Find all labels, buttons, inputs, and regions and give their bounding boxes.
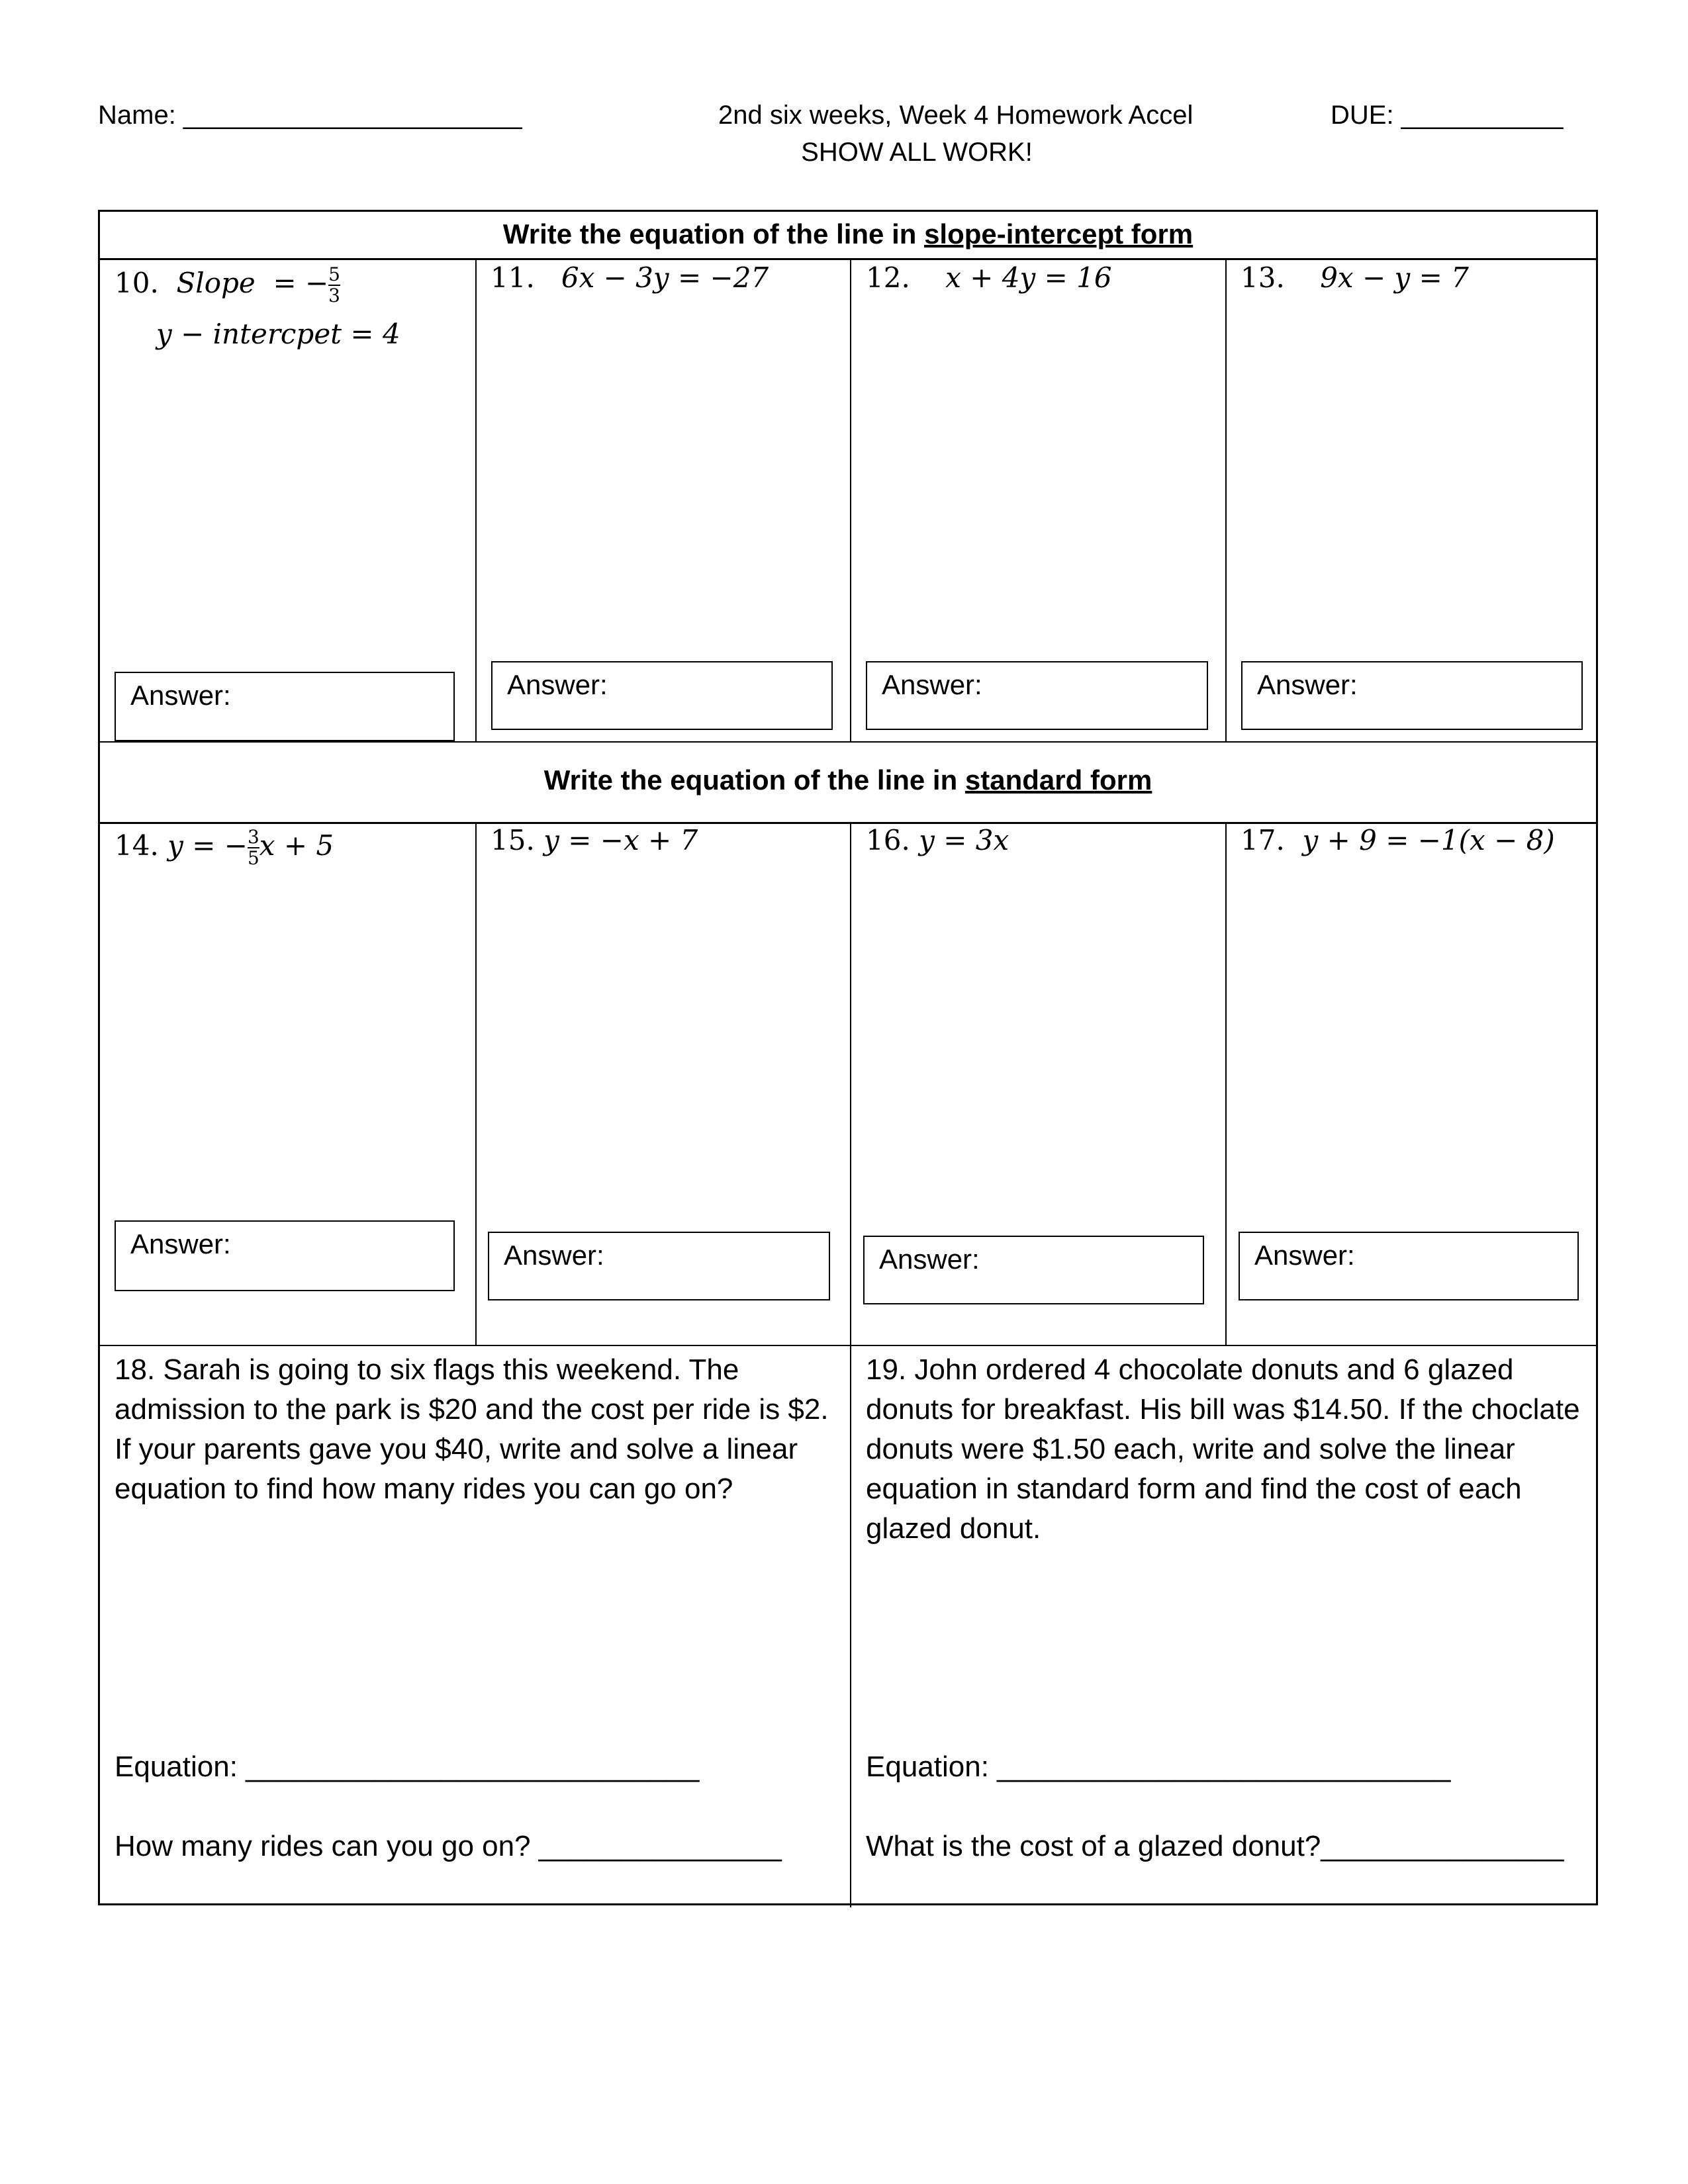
divider	[1225, 822, 1227, 1345]
worksheet-table	[98, 210, 1598, 1905]
answer-box-17[interactable]	[1239, 1232, 1579, 1300]
problem-11	[491, 261, 769, 294]
equation: 6x − 3y = −27	[561, 261, 769, 294]
problem-10-intercept: y − intercpet = 4	[156, 318, 400, 350]
problem-18-equation-field[interactable]: Equation: ____________________________	[115, 1751, 700, 1783]
heading-emphasis: slope-intercept form	[924, 218, 1194, 250]
answer-box-11[interactable]	[491, 661, 833, 730]
divider	[850, 822, 851, 1907]
divider	[850, 258, 851, 741]
denominator: 3	[328, 285, 340, 306]
instructions: SHOW ALL WORK!	[801, 138, 1033, 167]
problem-number: 10.	[115, 267, 159, 299]
problem-12	[866, 261, 1112, 294]
heading-text: Write the equation of the line in	[543, 764, 965, 796]
divider	[100, 741, 1596, 743]
equation: y + 9 = −1(x − 8)	[1302, 824, 1555, 856]
equation: y = 3x	[919, 824, 1009, 856]
fraction	[248, 827, 259, 868]
due-field[interactable]: DUE: ___________	[1331, 101, 1564, 130]
fraction	[328, 265, 340, 306]
problem-14	[115, 827, 334, 868]
answer-label: Answer:	[879, 1244, 980, 1275]
section-heading-slope-intercept	[100, 218, 1596, 250]
problem-19-equation-field[interactable]: Equation: ____________________________	[866, 1751, 1451, 1783]
equation: x + 4y = 16	[945, 261, 1112, 294]
divider	[475, 822, 477, 1345]
answer-label: Answer:	[130, 1228, 231, 1259]
denominator: 5	[247, 847, 259, 869]
worksheet-title: 2nd six weeks, Week 4 Homework Accel	[718, 101, 1194, 130]
problem-number: 12.	[866, 261, 910, 294]
problem-18-text: 18. Sarah is going to six flags this weekend. The admission to the park is $20 and the cost per ride is $2. If your parents gave you $40, write and solve a linear equation to find how many rides you can go on?	[115, 1353, 829, 1505]
divider	[100, 1345, 1596, 1346]
answer-label: Answer:	[130, 680, 231, 711]
heading-emphasis: standard form	[964, 764, 1152, 796]
problem-number: 14.	[115, 829, 159, 862]
problem-number: 13.	[1241, 261, 1285, 294]
answer-label: Answer:	[1257, 669, 1358, 700]
divider	[1225, 258, 1227, 741]
answer-box-13[interactable]	[1241, 661, 1583, 730]
section-heading-standard	[100, 764, 1596, 796]
problem-15	[491, 824, 698, 856]
problem-16	[866, 824, 1009, 856]
problem-10	[115, 265, 340, 306]
divider	[100, 258, 1596, 260]
numerator: 3	[247, 826, 259, 848]
problem-number: 11.	[491, 261, 535, 294]
divider	[475, 258, 477, 741]
answer-box-15[interactable]	[488, 1232, 830, 1300]
problem-17	[1241, 824, 1555, 856]
problem-18-answer-field[interactable]: How many rides can you go on? _______________	[115, 1830, 782, 1862]
answer-label: Answer:	[504, 1240, 604, 1271]
answer-label: Answer:	[507, 669, 608, 700]
problem-number: 17.	[1241, 824, 1285, 856]
problem-number: 15.	[491, 824, 535, 856]
problem-19-text: 19. John ordered 4 chocolate donuts and 6 glazed donuts for breakfast. His bill was $14.50. If the choclate donuts were $1.50 each, write and solve the linear equation in standard form and find the cost of each glazed donut.	[866, 1353, 1580, 1545]
equation: y = −	[167, 829, 248, 862]
heading-text: Write the equation of the line in	[502, 218, 925, 250]
equation: = −	[273, 267, 329, 299]
answer-box-14[interactable]	[115, 1220, 455, 1291]
slope-label: Slope	[176, 267, 256, 299]
answer-label: Answer:	[1254, 1240, 1355, 1271]
problem-13	[1241, 261, 1469, 294]
name-field[interactable]: Name: _______________________	[98, 101, 522, 130]
answer-box-12[interactable]	[866, 661, 1208, 730]
answer-box-16[interactable]	[863, 1236, 1204, 1304]
answer-label: Answer:	[882, 669, 982, 700]
problem-number: 16.	[866, 824, 910, 856]
problem-19-answer-field[interactable]: What is the cost of a glazed donut?_______________	[866, 1830, 1564, 1862]
equation: x + 5	[259, 829, 334, 862]
answer-box-10[interactable]	[115, 672, 455, 741]
numerator: 5	[328, 263, 340, 285]
equation: y = −x + 7	[543, 824, 698, 856]
equation: 9x − y = 7	[1320, 261, 1469, 294]
